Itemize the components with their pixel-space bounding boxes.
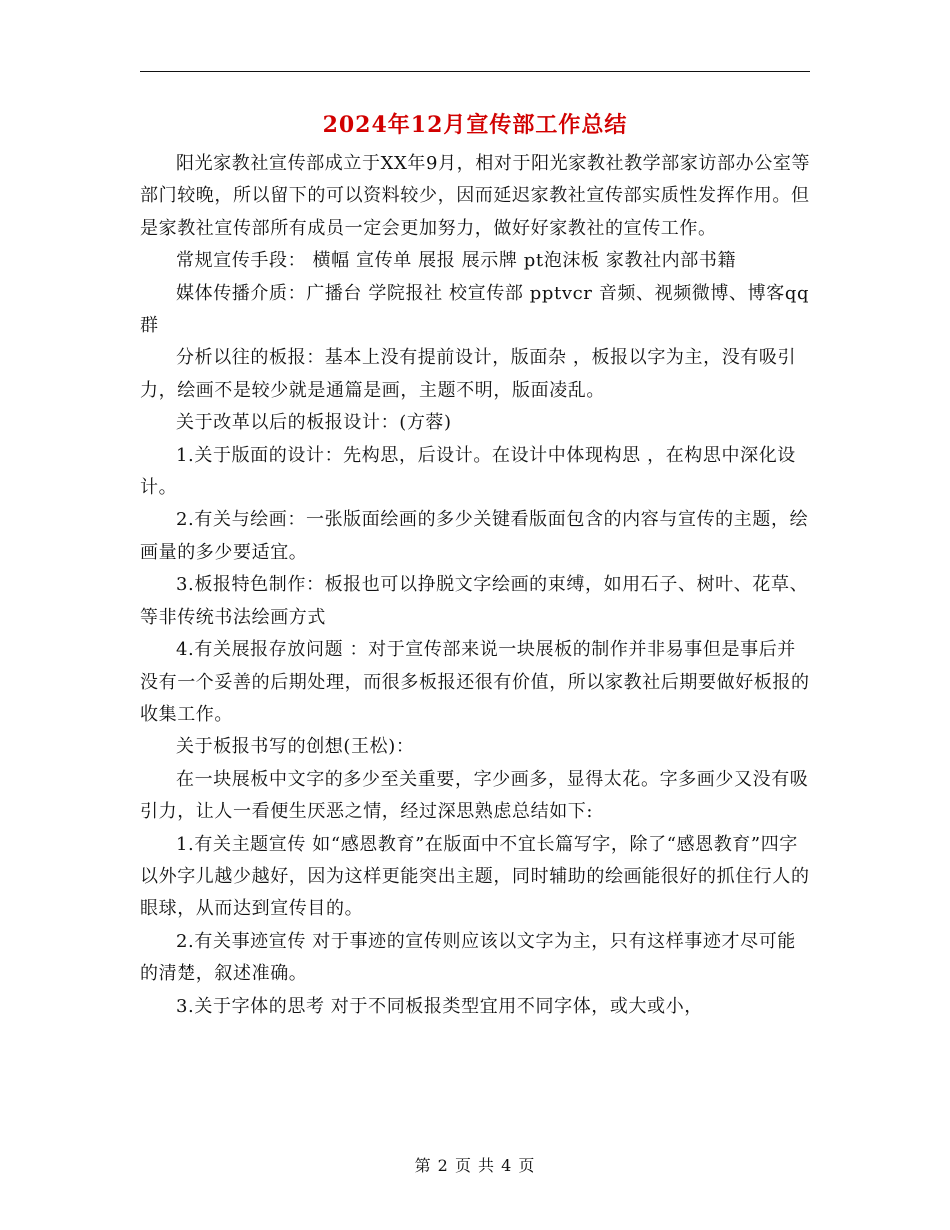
header-rule: [140, 71, 810, 72]
page-number: 第 2 页 共 4 页: [414, 1156, 536, 1175]
document-body: [140, 148, 812, 1023]
paragraph: 1.关于版面的设计：先构思，后设计。在设计中体现构思 ，在构思中深化设计。: [140, 444, 796, 499]
paragraph: 3.板报特色制作：板报也可以挣脱文字绘画的束缚，如用石子、树叶、花草、等非传统书法绘画方式: [140, 574, 809, 628]
paragraph: 常规宣传手段： 横幅 宣传单 展报 展示牌 pt泡沫板 家教社内部书籍: [176, 250, 737, 272]
paragraph: 在一块展板中文字的多少至关重要，字少画多，显得太花。字多画少又没有吸引力，让人一看便生厌恶之情，经过深思熟虑总结如下:: [140, 768, 809, 823]
paragraph: 关于板报书写的创想(王松)：: [176, 736, 415, 758]
paragraph: 2.有关事迹宣传 对于事迹的宣传则应该以文字为主，只有这样事迹才尽可能的清楚，叙述准确。: [140, 930, 796, 985]
document-title: 2024年12月宣传部工作总结: [322, 112, 628, 138]
paragraph: 2.有关与绘画：一张版面绘画的多少关键看版面包含的内容与宣传的主题，绘画量的多少要适宜。: [140, 509, 809, 563]
paragraph: 4.有关展报存放问题 ：对于宣传部来说一块展板的制作并非易事但是事后并没有一个妥善的后期处理，而很多板报还很有价值，所以家教社后期要做好板报的收集工作。: [140, 639, 810, 725]
paragraph: 1.有关主题宣传 如“感恩教育”在版面中不宜长篇写字，除了“感恩教育”四字以外字儿越少越好，因为这样更能突出主题，同时辅助的绘画能很好的抓住行人的眼球，从而达到宣传目的。: [140, 833, 810, 920]
paragraph: 阳光家教社宣传部成立于XX年9月，相对于阳光家教社教学部家访部办公室等部门较晚，所以留下的可以资料较少，因而延迟家教社宣传部实质性发挥作用。但是家教社宣传部所有成员一定会更加努力，做好好家教社的宣传工作。: [140, 153, 811, 239]
paragraph: 关于改革以后的板报设计：(方蓉): [176, 412, 452, 434]
paragraph: 媒体传播介质：广播台 学院报社 校宣传部 pptvcr 音频、视频微博、博客qq群: [140, 282, 810, 337]
paragraph: 分析以往的板报：基本上没有提前设计，版面杂 ，板报以字为主，没有吸引力，绘画不是较少就是通篇是画，主题不明，版面凌乱。: [140, 347, 797, 401]
paragraph: 3.关于字体的思考 对于不同板报类型宜用不同字体，或大或小，: [176, 995, 703, 1017]
